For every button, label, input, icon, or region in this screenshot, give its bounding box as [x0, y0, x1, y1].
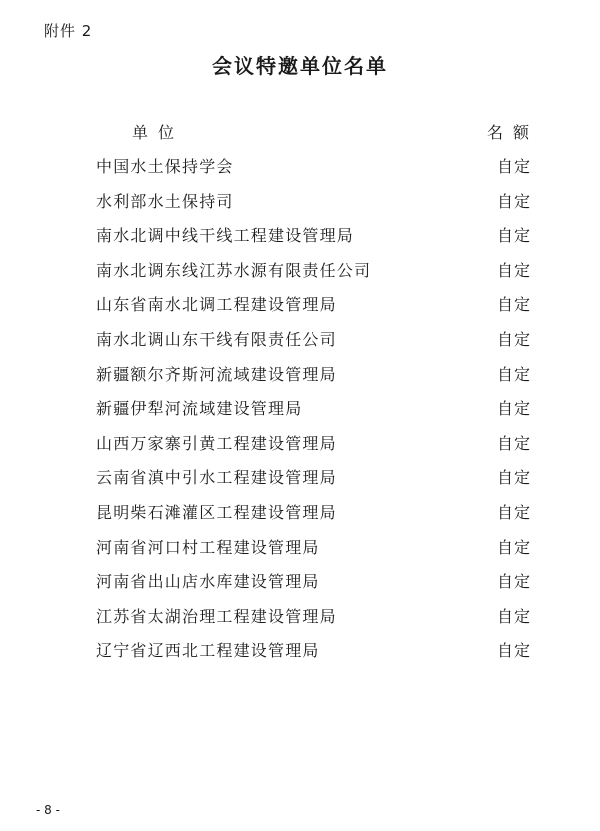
unit-quota: 自定 — [497, 295, 532, 315]
unit-quota: 自定 — [497, 433, 532, 453]
unit-name: 江苏省太湖治理工程建设管理局 — [96, 606, 337, 626]
table-header — [0, 120, 600, 144]
page-title: 会议特邀单位名单 — [212, 54, 388, 78]
list-item — [0, 185, 600, 220]
unit-quota: 自定 — [497, 226, 532, 246]
unit-name: 山西万家寨引黄工程建设管理局 — [96, 433, 337, 453]
list-item — [0, 427, 600, 462]
invited-units-list — [0, 150, 600, 669]
unit-quota: 自定 — [497, 572, 532, 592]
unit-name: 辽宁省辽西北工程建设管理局 — [96, 641, 320, 661]
quota-column-header: 名额 — [487, 123, 540, 142]
unit-name: 水利部水土保持司 — [96, 191, 234, 211]
unit-quota: 自定 — [497, 157, 532, 176]
unit-name: 新疆额尔齐斯河流域建设管理局 — [96, 364, 337, 384]
list-item — [0, 531, 600, 566]
attachment-label: 附件 2 — [44, 22, 93, 40]
unit-name: 河南省出山店水库建设管理局 — [96, 572, 320, 592]
page-number: - 8 - — [36, 803, 60, 817]
unit-name: 南水北调山东干线有限责任公司 — [96, 329, 337, 349]
list-item — [0, 600, 600, 635]
list-item — [0, 219, 600, 254]
unit-name: 新疆伊犁河流域建设管理局 — [96, 399, 303, 419]
unit-quota: 自定 — [497, 260, 532, 280]
unit-quota: 自定 — [497, 468, 532, 488]
unit-quota: 自定 — [497, 502, 532, 522]
list-item — [0, 323, 600, 358]
list-item — [0, 461, 600, 496]
unit-name: 云南省滇中引水工程建设管理局 — [96, 468, 337, 488]
unit-name: 昆明柴石滩灌区工程建设管理局 — [96, 502, 337, 522]
unit-quota: 自定 — [497, 641, 532, 661]
unit-name: 中国水土保持学会 — [96, 157, 234, 176]
list-item — [0, 565, 600, 600]
list-item — [0, 634, 600, 669]
unit-quota: 自定 — [497, 537, 532, 557]
unit-quota: 自定 — [497, 364, 532, 384]
unit-quota: 自定 — [497, 399, 532, 419]
list-item — [0, 392, 600, 427]
unit-quota: 自定 — [497, 191, 532, 211]
unit-name: 南水北调东线江苏水源有限责任公司 — [96, 260, 372, 280]
list-item — [0, 254, 600, 289]
list-item — [0, 288, 600, 323]
unit-quota: 自定 — [497, 606, 532, 626]
unit-name: 河南省河口村工程建设管理局 — [96, 537, 320, 557]
unit-name: 山东省南水北调工程建设管理局 — [96, 295, 337, 315]
unit-column-header: 单位 — [132, 123, 185, 142]
unit-name: 南水北调中线干线工程建设管理局 — [96, 226, 355, 246]
list-item — [0, 358, 600, 393]
list-item — [0, 150, 600, 185]
unit-quota: 自定 — [497, 329, 532, 349]
list-item — [0, 496, 600, 531]
